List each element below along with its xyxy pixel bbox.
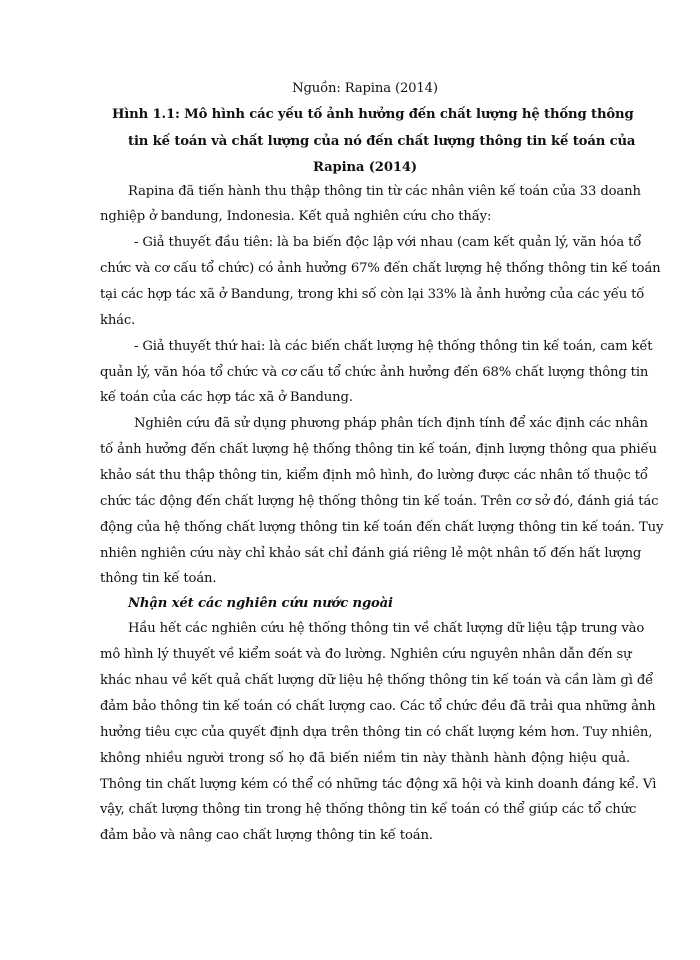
- figure-source: Nguồn: Rapina (2014): [292, 81, 438, 96]
- paragraph-line: đảm bảo thông tin kế toán có chất lượng cao. Các tổ chức đều đã trải qua những ảnh: [100, 699, 656, 714]
- paragraph-line: nhiên nghiên cứu này chỉ khảo sát chỉ đánh giá riêng lẻ một nhân tố đến hất lượng: [100, 546, 642, 561]
- paragraph-line: Thông tin chất lượng kém có thể có những tác động xã hội và kinh doanh đáng kể. Vì: [100, 777, 657, 792]
- paragraph-line: động của hệ thống chất lượng thông tin kế toán đến chất lượng thông tin kế toán. Tuy: [100, 520, 664, 535]
- hypothesis-2-line: - Giả thuyết thứ hai: là các biến chất lượng hệ thống thông tin kế toán, cam kết: [134, 339, 653, 354]
- hypothesis-1-line: - Giả thuyết đầu tiên: là ba biến độc lập với nhau (cam kết quản lý, văn hóa tổ: [134, 235, 642, 250]
- hypothesis-2-line: quản lý, văn hóa tổ chức và cơ cấu tổ chức ảnh hưởng đến 68% chất lượng thông tin: [100, 365, 649, 380]
- paragraph-line: nghiệp ở bandung, Indonesia. Kết quả nghiên cứu cho thấy:: [100, 209, 492, 224]
- paragraph-line: vậy, chất lượng thông tin trong hệ thống thông tin kế toán có thể giúp các tổ chức: [100, 802, 637, 817]
- paragraph-line: khảo sát thu thập thông tin, kiểm định mô hình, đo lường được các nhân tố thuộc tổ: [100, 468, 648, 483]
- paragraph-line: Rapina đã tiến hành thu thập thông tin từ các nhân viên kế toán của 33 doanh: [128, 184, 641, 199]
- hypothesis-1-line: tại các hợp tác xã ở Bandung, trong khi số còn lại 33% là ảnh hưởng của các yếu tố: [100, 287, 645, 302]
- paragraph-line: hưởng tiêu cực của quyết định dựa trên thông tin có chất lượng kém hơn. Tuy nhiên,: [100, 725, 653, 740]
- paragraph-line: Hầu hết các nghiên cứu hệ thống thông tin về chất lượng dữ liệu tập trung vào: [128, 621, 645, 636]
- hypothesis-1-line: chức và cơ cấu tổ chức) có ảnh hưởng 67% đến chất lượng hệ thống thông tin kế toán: [100, 261, 661, 276]
- paragraph-line: tố ảnh hưởng đến chất lượng hệ thống thông tin kế toán, định lượng thông qua phiếu: [100, 442, 657, 457]
- paragraph-line: Nghiên cứu đã sử dụng phương pháp phân tích định tính để xác định các nhân: [134, 416, 648, 431]
- paragraph-line: mô hình lý thuyết về kiểm soát và đo lường. Nghiên cứu nguyên nhân dẫn đến sự: [100, 647, 632, 662]
- hypothesis-2-line: kế toán của các hợp tác xã ở Bandung.: [100, 390, 353, 405]
- figure-caption-line-3: Rapina (2014): [313, 160, 417, 175]
- paragraph-line: chức tác động đến chất lượng hệ thống thông tin kế toán. Trên cơ sở đó, đánh giá tác: [100, 494, 659, 509]
- paragraph-line: thông tin kế toán.: [100, 571, 217, 586]
- paragraph-line: không nhiều người trong số họ đã biến niềm tin này thành hành động hiệu quả.: [100, 751, 630, 766]
- paragraph-line: đảm bảo và nâng cao chất lượng thông tin kế toán.: [100, 828, 433, 843]
- figure-caption-line-1: Hình 1.1: Mô hình các yếu tố ảnh hưởng đến chất lượng hệ thống thông: [112, 107, 634, 122]
- hypothesis-1-line: khác.: [100, 313, 136, 328]
- paragraph-line: khác nhau về kết quả chất lượng dữ liệu hệ thống thông tin kế toán và cần làm gì để: [100, 673, 654, 688]
- section-heading: Nhận xét các nghiên cứu nước ngoài: [128, 596, 393, 611]
- figure-caption-line-2: tin kế toán và chất lượng của nó đến chất lượng thông tin kế toán của: [128, 134, 636, 149]
